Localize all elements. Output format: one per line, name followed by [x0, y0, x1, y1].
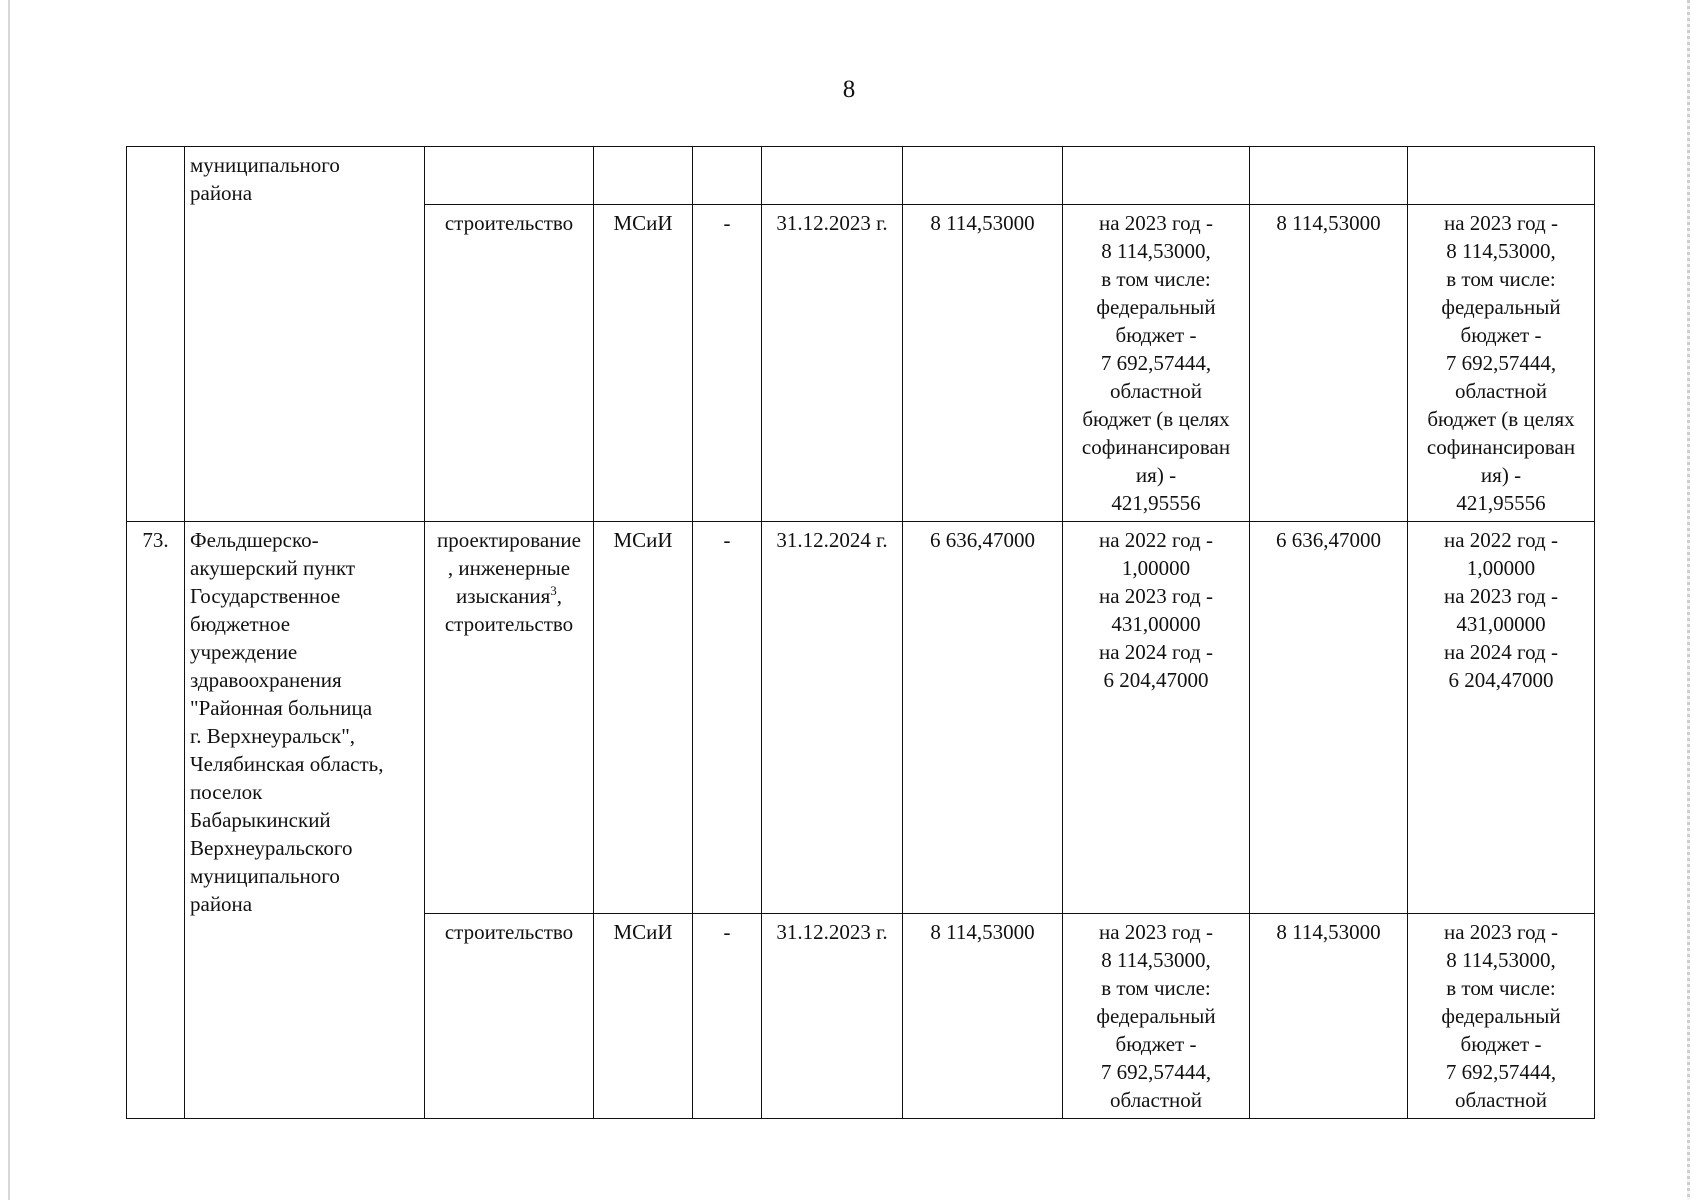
financing-line: на 2024 год - — [1099, 640, 1213, 664]
financing-line: 8 114,53000, — [1101, 239, 1211, 263]
limit-financing-cell — [1408, 205, 1595, 522]
limit-financing-cell — [1408, 522, 1595, 914]
empty-cell — [762, 147, 903, 205]
financing-cell — [1063, 914, 1250, 1119]
limit-line: 421,95556 — [1456, 491, 1546, 515]
financing-line: 7 692,57444, — [1100, 351, 1212, 375]
limit-cell: 8 114,53000 — [1250, 914, 1408, 1119]
financing-line: 431,00000 — [1111, 612, 1201, 636]
limit-line: на 2022 год - — [1444, 528, 1558, 552]
empty-cell — [425, 147, 594, 205]
limit-line: бюджет - — [1460, 1032, 1542, 1056]
work-type-cell — [425, 522, 594, 914]
financing-line: бюджет - — [1115, 323, 1197, 347]
deadline-cell: 31.12.2023 г. — [762, 205, 903, 522]
object-name-line: поселок — [190, 780, 263, 804]
financing-line: софинансирован — [1081, 435, 1231, 459]
limit-line: 8 114,53000, — [1446, 239, 1556, 263]
object-name-line: акушерский пункт — [190, 556, 356, 580]
work-type-cell: строительство — [425, 205, 594, 522]
limit-line: 7 692,57444, — [1445, 351, 1557, 375]
limit-line: в том числе: — [1446, 976, 1556, 1000]
agency-cell: МСиИ — [594, 522, 693, 914]
financing-line: федеральный — [1096, 295, 1216, 319]
financing-line: на 2022 год - — [1099, 528, 1213, 552]
financing-line: ия) - — [1135, 463, 1177, 487]
limit-line: на 2023 год - — [1444, 920, 1558, 944]
limit-line: 6 204,47000 — [1448, 668, 1554, 692]
financing-line: областной — [1110, 379, 1202, 403]
object-name-line: Бабарыкинский — [190, 808, 331, 832]
construction-objects-table — [126, 146, 1595, 1119]
financing-line: федеральный — [1096, 1004, 1216, 1028]
object-name-line: учреждение — [190, 640, 298, 664]
dash-cell: - — [693, 522, 762, 914]
row-number-cell — [127, 147, 185, 522]
limit-financing-cell — [1408, 914, 1595, 1119]
limit-line: ия) - — [1480, 463, 1522, 487]
scan-left-edge — [8, 0, 10, 1200]
work-type-cell: строительство — [425, 914, 594, 1119]
agency-cell: МСиИ — [594, 205, 693, 522]
limit-line: областной — [1455, 1088, 1547, 1112]
scan-right-edge — [1687, 0, 1690, 1200]
empty-cell — [903, 147, 1063, 205]
cost-cell: 8 114,53000 — [903, 914, 1063, 1119]
limit-line: бюджет (в целях — [1427, 407, 1575, 431]
deadline-cell: 31.12.2023 г. — [762, 914, 903, 1119]
financing-cell — [1063, 205, 1250, 522]
work-type-line: изыскания$^3$, — [455, 583, 563, 608]
limit-cell: 6 636,47000 — [1250, 522, 1408, 914]
financing-line: 421,95556 — [1111, 491, 1201, 515]
page-number: 8 — [842, 76, 856, 103]
limit-line: на 2023 год - — [1444, 211, 1558, 235]
limit-line: 431,00000 — [1456, 612, 1546, 636]
limit-line: федеральный — [1441, 1004, 1561, 1028]
financing-line: бюджет - — [1115, 1032, 1197, 1056]
limit-cell: 8 114,53000 — [1250, 205, 1408, 522]
object-name-line: г. Верхнеуральск", — [190, 724, 356, 748]
object-name-line: здравоохранения — [190, 668, 342, 692]
object-name-line: муниципального — [190, 153, 340, 177]
empty-cell — [1063, 147, 1250, 205]
financing-line: на 2023 год - — [1099, 920, 1213, 944]
limit-line: софинансирован — [1426, 435, 1576, 459]
empty-cell — [1408, 147, 1595, 205]
object-name-line: Челябинская область, — [190, 752, 384, 776]
object-name-cell — [185, 522, 425, 1119]
dash-cell: - — [693, 205, 762, 522]
financing-line: на 2023 год - — [1099, 584, 1213, 608]
work-type-text: изыскания — [455, 584, 551, 608]
limit-line: 1,00000 — [1466, 556, 1536, 580]
footnote-mark: 3 — [550, 583, 557, 598]
object-name-line: Государственное — [190, 584, 341, 608]
financing-line: 7 692,57444, — [1100, 1060, 1212, 1084]
empty-cell — [693, 147, 762, 205]
limit-line: в том числе: — [1446, 267, 1556, 291]
financing-line: в том числе: — [1101, 976, 1211, 1000]
empty-cell — [1250, 147, 1408, 205]
object-name-line: Верхнеуральского — [190, 836, 353, 860]
work-type-line: , инженерные — [447, 556, 571, 580]
row-number-cell: 73. — [127, 522, 185, 1119]
financing-cell — [1063, 522, 1250, 914]
table-row — [127, 522, 1595, 914]
deadline-cell: 31.12.2024 г. — [762, 522, 903, 914]
work-type-line: проектирование — [437, 528, 581, 552]
object-name-line: Фельдшерско- — [190, 528, 319, 552]
object-name-cell — [185, 147, 425, 522]
financing-line: 8 114,53000, — [1101, 948, 1211, 972]
table-row — [127, 147, 1595, 205]
financing-line: на 2023 год - — [1099, 211, 1213, 235]
object-name-line: "Районная больница — [190, 696, 373, 720]
limit-line: на 2024 год - — [1444, 640, 1558, 664]
financing-line: в том числе: — [1101, 267, 1211, 291]
limit-line: областной — [1455, 379, 1547, 403]
limit-line: бюджет - — [1460, 323, 1542, 347]
agency-cell: МСиИ — [594, 914, 693, 1119]
object-name-line: бюджетное — [190, 612, 291, 636]
financing-line: 1,00000 — [1121, 556, 1191, 580]
financing-line: областной — [1110, 1088, 1202, 1112]
financing-line: бюджет (в целях — [1082, 407, 1230, 431]
cost-cell: 8 114,53000 — [903, 205, 1063, 522]
dash-cell: - — [693, 914, 762, 1119]
limit-line: федеральный — [1441, 295, 1561, 319]
work-type-line: строительство — [444, 612, 574, 636]
object-name-line: муниципального — [190, 864, 340, 888]
empty-cell — [594, 147, 693, 205]
limit-line: на 2023 год - — [1444, 584, 1558, 608]
object-name-line: района — [190, 892, 253, 916]
limit-line: 7 692,57444, — [1445, 1060, 1557, 1084]
cost-cell: 6 636,47000 — [903, 522, 1063, 914]
limit-line: 8 114,53000, — [1446, 948, 1556, 972]
object-name-line: района — [190, 181, 253, 205]
financing-line: 6 204,47000 — [1103, 668, 1209, 692]
